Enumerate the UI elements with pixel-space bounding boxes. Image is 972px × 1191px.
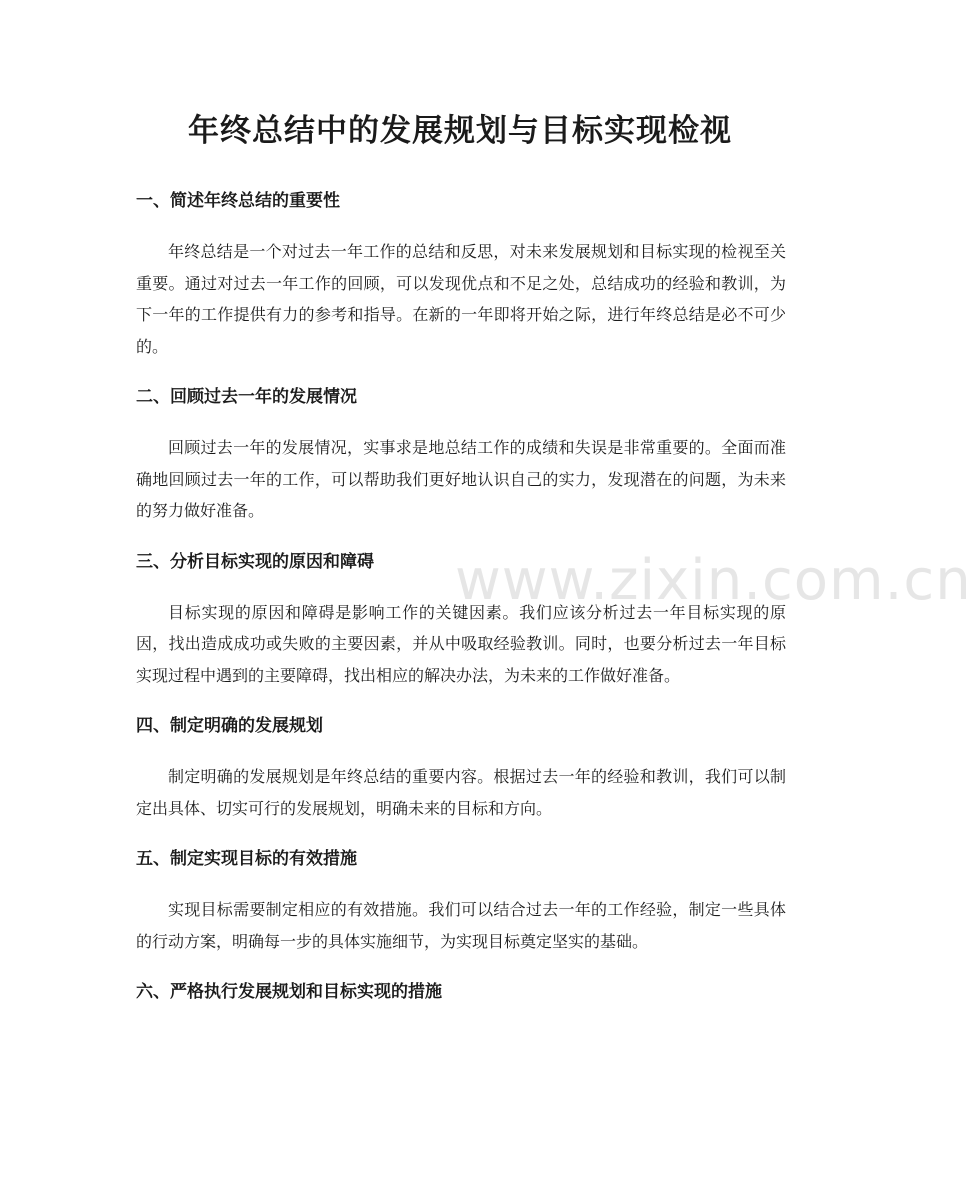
section-5 bbox=[136, 844, 786, 957]
document-body bbox=[136, 186, 786, 1027]
section-paragraph: 实现目标需要制定相应的有效措施。我们可以结合过去一年的工作经验，制定一些具体的行动方案，明确每一步的具体实施细节，为实现目标奠定坚实的基础。 bbox=[136, 900, 786, 951]
section-heading: 二、回顾过去一年的发展情况 bbox=[136, 387, 357, 407]
section-heading: 一、简述年终总结的重要性 bbox=[136, 191, 340, 211]
page-title: 年终总结中的发展规划与目标实现检视 bbox=[188, 113, 732, 149]
section-paragraph: 制定明确的发展规划是年终总结的重要内容。根据过去一年的经验和教训，我们可以制定出具体、切实可行的发展规划，明确未来的目标和方向。 bbox=[136, 767, 786, 818]
watermark: www.zixin.com.cn bbox=[455, 548, 972, 613]
section-1 bbox=[136, 186, 786, 362]
section-heading: 三、分析目标实现的原因和障碍 bbox=[136, 551, 374, 572]
section-3 bbox=[136, 547, 786, 692]
section-paragraph: 年终总结是一个对过去一年工作的总结和反思，对未来发展规划和目标实现的检视至关重要。通过对过去一年工作的回顾，可以发现优点和不足之处，总结成功的经验和教训，为下一年的工作提供有力的参考和指导。在新的一年即将开始之际，进行年终总结是必不可少的。 bbox=[136, 242, 786, 356]
section-heading: 四、制定明确的发展规划 bbox=[136, 716, 323, 736]
section-heading: 六、严格执行发展规划和目标实现的措施 bbox=[136, 982, 442, 1002]
section-paragraph: 目标实现的原因和障碍是影响工作的关键因素。我们应该分析过去一年目标实现的原因，找出造成成功或失败的主要因素，并从中吸取经验教训。同时，也要分析过去一年目标实现过程中遇到的主要障碍，找出相应的解决办法，为未来的工作做好准备。 bbox=[136, 602, 786, 685]
section-6 bbox=[136, 977, 786, 1007]
section-heading: 五、制定实现目标的有效措施 bbox=[136, 849, 357, 869]
section-2 bbox=[136, 382, 786, 527]
section-paragraph: 回顾过去一年的发展情况，实事求是地总结工作的成绩和失误是非常重要的。全面而准确地回顾过去一年的工作，可以帮助我们更好地认识自己的实力，发现潜在的问题，为未来的努力做好准备。 bbox=[136, 438, 786, 520]
section-4 bbox=[136, 711, 786, 824]
